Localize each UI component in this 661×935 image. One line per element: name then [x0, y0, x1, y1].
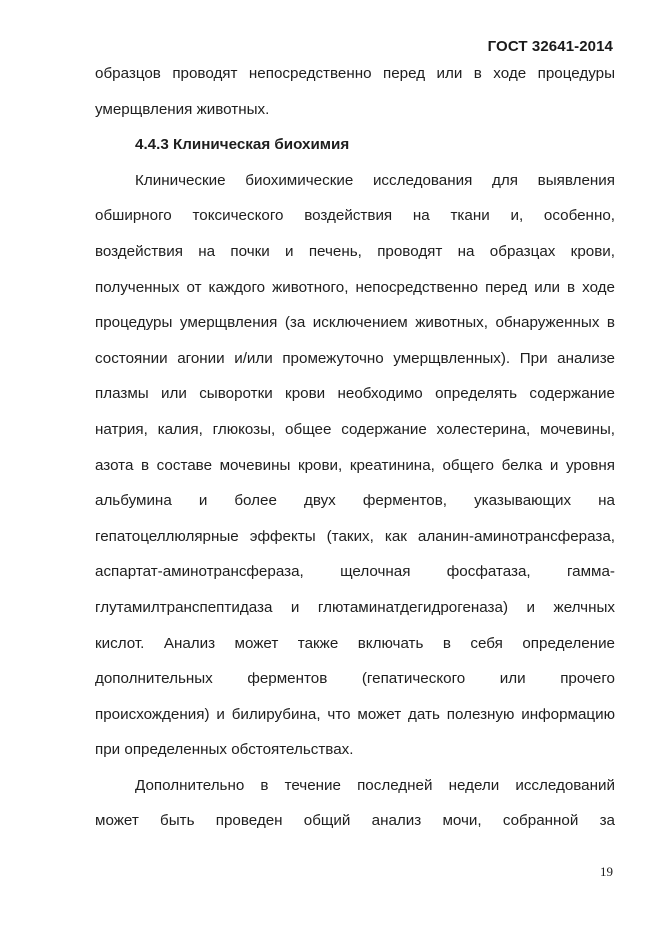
text-line: аспартат-аминотрансфераза, щелочная фосфатаза, гамма-	[95, 563, 615, 581]
page-number: 19	[600, 864, 613, 879]
text-line: происхождения) и билирубина, что может дать полезную информацию	[95, 705, 615, 723]
text-line: альбумина и более двух ферментов, указывающих на	[95, 492, 615, 510]
text-line: воздействия на почки и печень, проводят на образцах крови,	[95, 242, 615, 260]
section-heading: 4.4.3 Клиническая биохимия	[135, 136, 350, 154]
text-line: дополнительных ферментов (гепатического или прочего	[95, 670, 615, 688]
text-line: кислот. Анализ может также включать в себя определение	[95, 634, 615, 652]
text-line: азота в составе мочевины крови, креатинина, общего белка и уровня	[95, 456, 615, 474]
text-line: глутамилтранспептидаза и глютаминатдегидрогеназа) и желчных	[95, 598, 615, 616]
text-line: может быть проведен общий анализ мочи, собранной за	[95, 812, 615, 830]
text-line: процедуры умерщвления (за исключением животных, обнаруженных в	[95, 314, 615, 332]
text-line: умерщвления животных.	[95, 100, 270, 118]
text-line: Дополнительно в течение последней недели исследований	[135, 776, 615, 794]
body-text	[95, 56, 615, 839]
text-line: обширного токсического воздействия на ткани и, особенно,	[95, 207, 615, 225]
text-line: гепатоцеллюлярные эффекты (таких, как аланин-аминотрансфераза,	[95, 527, 615, 545]
standard-number: ГОСТ 32641-2014	[487, 38, 613, 55]
text-line: при определенных обстоятельствах.	[95, 741, 354, 759]
text-line: состоянии агонии и/или промежуточно умерщвленных). При анализе	[95, 349, 615, 367]
text-line: Клинические биохимические исследования для выявления	[135, 171, 615, 189]
text-line: образцов проводят непосредственно перед или в ходе процедуры	[95, 65, 615, 82]
text-line: плазмы или сыворотки крови необходимо определять содержание	[95, 385, 615, 403]
text-line: натрия, калия, глюкозы, общее содержание холестерина, мочевины,	[95, 420, 615, 438]
text-line: полученных от каждого животного, непосредственно перед или в ходе	[95, 278, 615, 296]
